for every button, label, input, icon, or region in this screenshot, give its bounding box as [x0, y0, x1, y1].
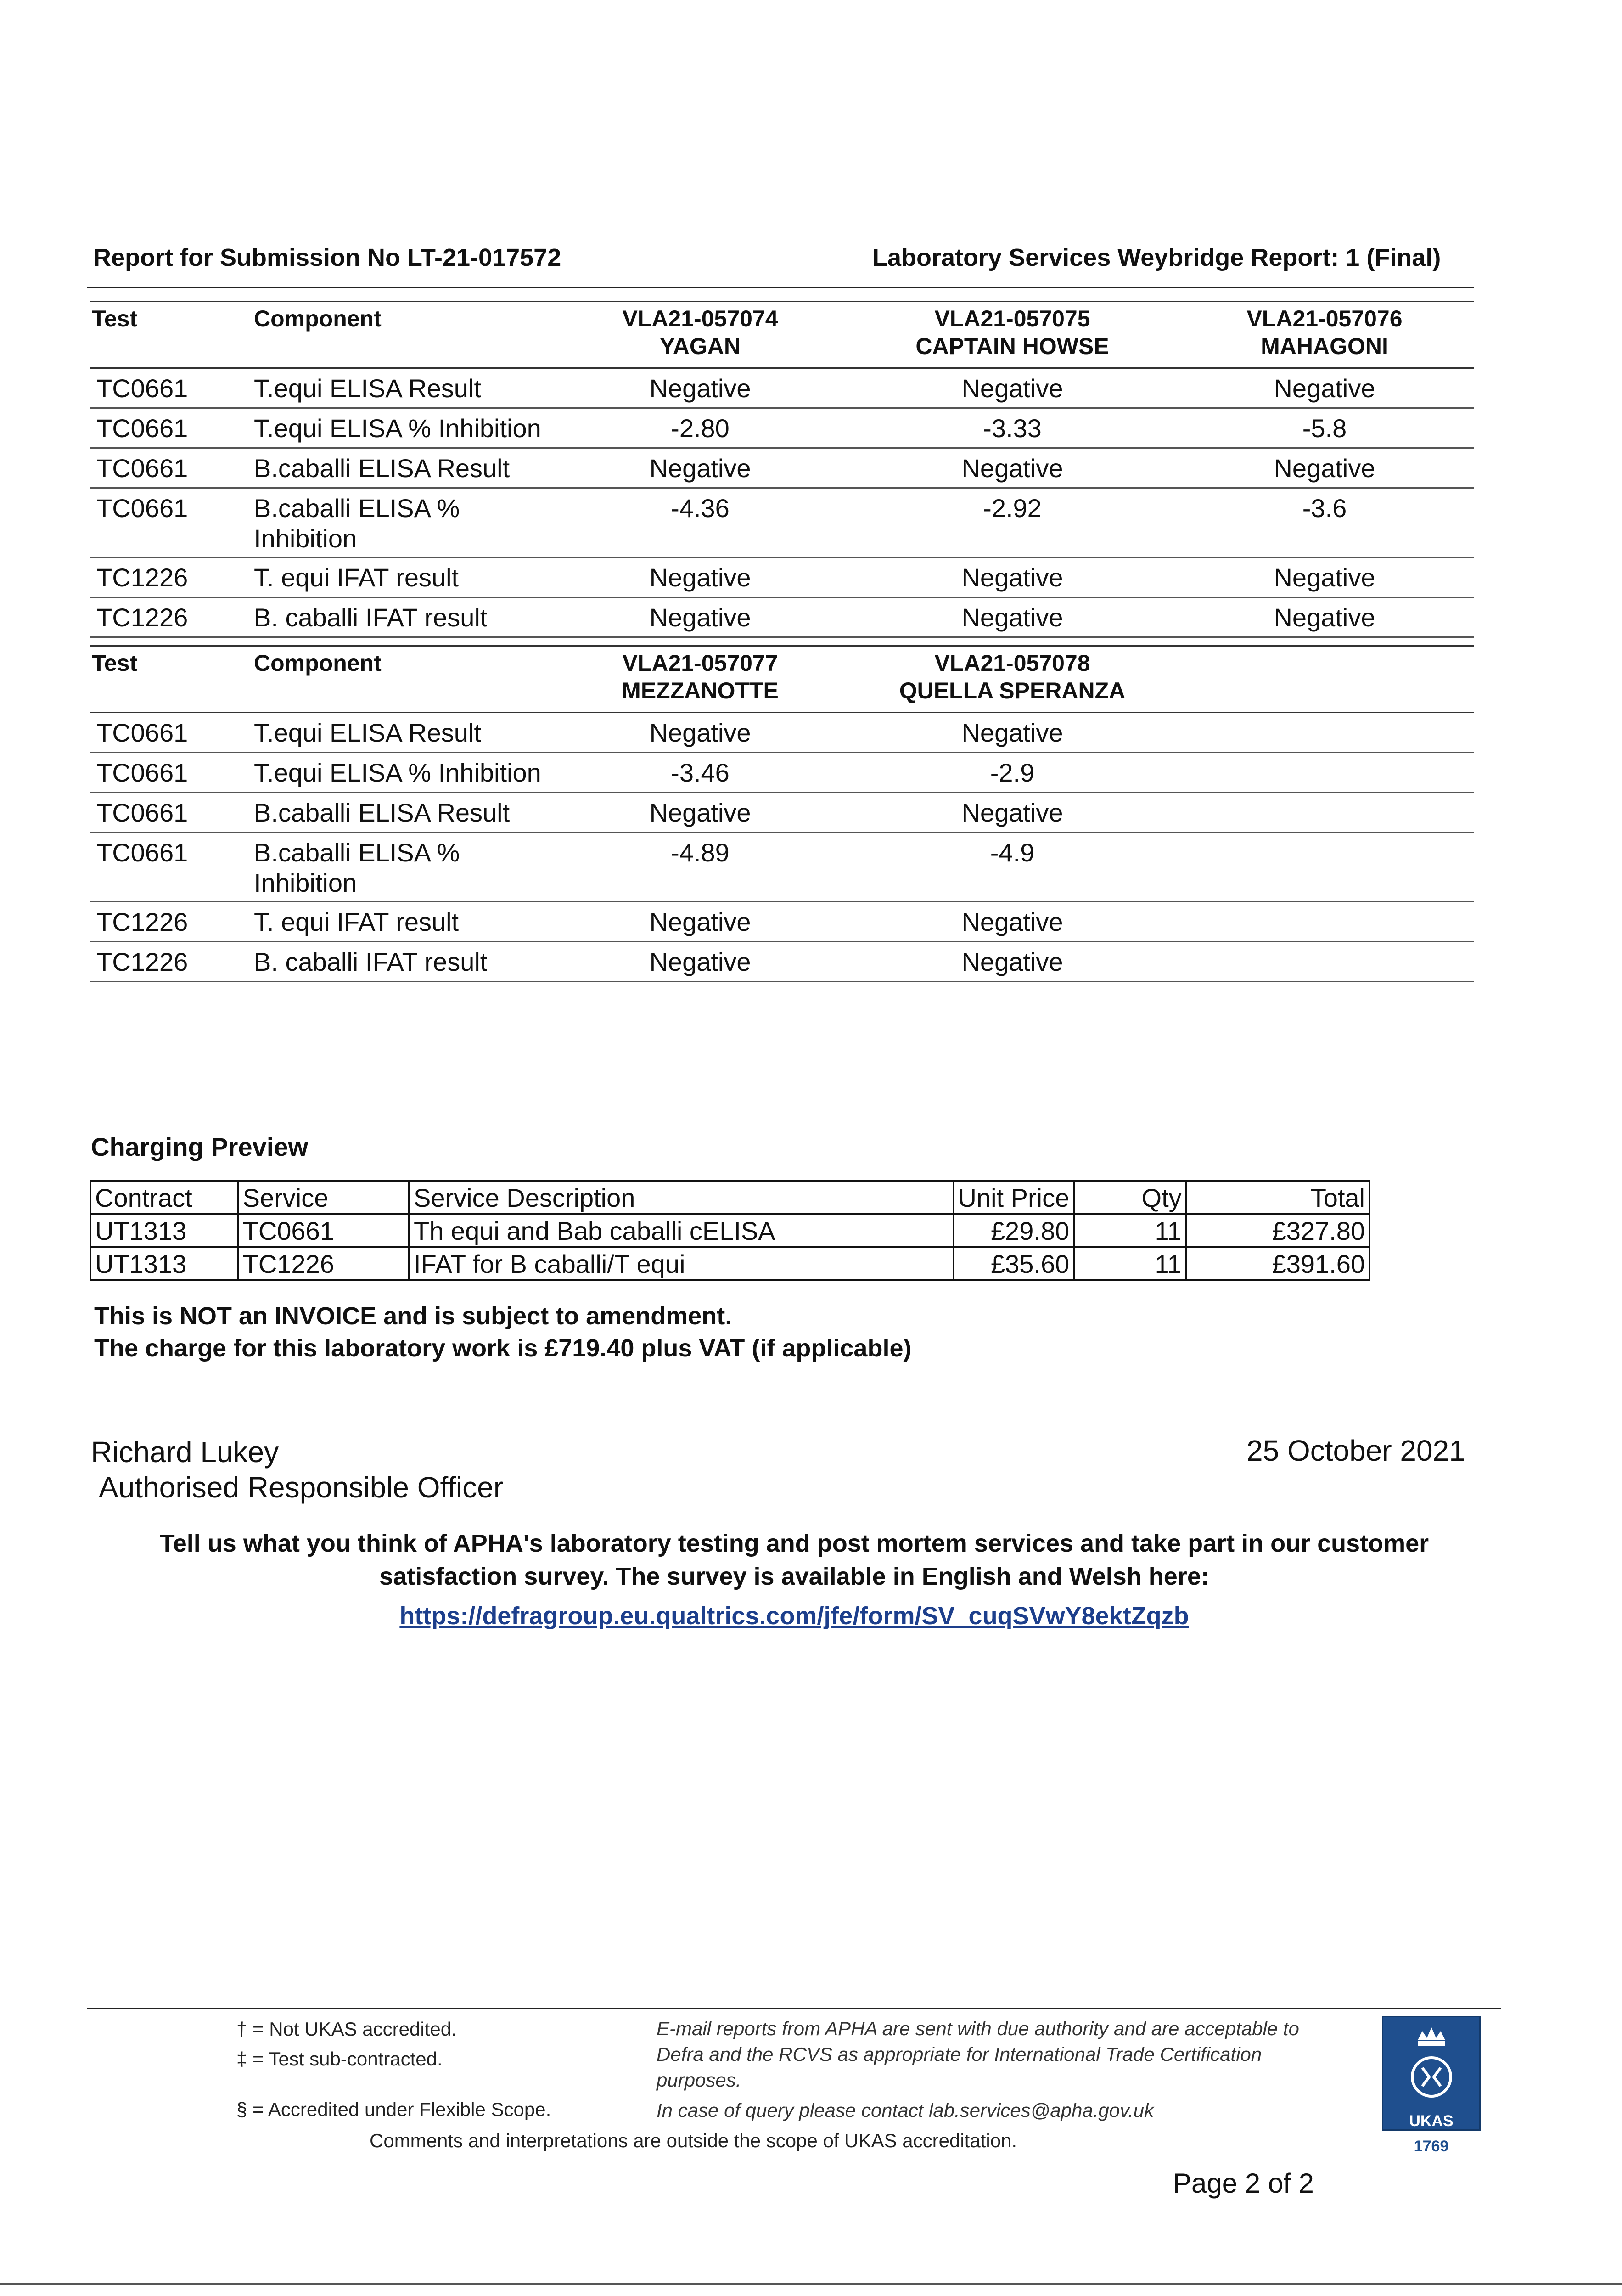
result-value: -2.92: [983, 494, 1042, 523]
result-value: -5.8: [1302, 414, 1347, 443]
sample-header: [585, 649, 815, 704]
component: B.caballi ELISA % Inhibition: [254, 838, 460, 897]
result-value: Negative: [649, 454, 751, 483]
sample-id: VLA21-057074: [622, 306, 778, 332]
submission-title: Report for Submission No LT-21-017572: [93, 244, 561, 271]
survey-text: [106, 1527, 1483, 1593]
survey-line-2: satisfaction survey. The survey is available in English and Welsh here:: [379, 1563, 1209, 1590]
unit-price: £29.80: [954, 1214, 1074, 1247]
contract: UT1313: [90, 1247, 238, 1280]
component: T.equi ELISA Result: [254, 718, 481, 747]
test-code: TC0661: [96, 798, 188, 827]
query-contact-note: In case of query please contact lab.services@apha.gov.uk: [657, 2099, 1154, 2121]
result-value: Negative: [961, 947, 1063, 976]
sample-id: VLA21-057076: [1246, 306, 1403, 332]
result-value: -2.9: [990, 758, 1035, 787]
table-row: [90, 833, 1474, 902]
charge-total-note: The charge for this laboratory work is £719.40 plus VAT (if applicable): [94, 1334, 912, 1362]
col-test-header: Test: [92, 306, 138, 332]
service-header: Service: [238, 1181, 409, 1214]
service: TC0661: [238, 1214, 409, 1247]
table-row: [90, 409, 1474, 449]
survey-link[interactable]: https://defragroup.eu.qualtrics.com/jfe/form/SV_cuqSVwY8ektZqzb: [399, 1602, 1189, 1630]
total-header: Total: [1186, 1181, 1369, 1214]
results-table-1: [90, 301, 1474, 638]
result-value: Negative: [961, 374, 1063, 403]
table-row: [90, 598, 1474, 638]
header-divider: [87, 287, 1474, 288]
result-value: Negative: [649, 947, 751, 976]
service-description: IFAT for B caballi/T equi: [409, 1247, 953, 1280]
component: B.caballi ELISA Result: [254, 798, 510, 827]
result-value: Negative: [1274, 603, 1375, 632]
sample-id: VLA21-057077: [622, 650, 778, 676]
not-invoice-note: This is NOT an INVOICE and is subject to amendment.: [94, 1302, 732, 1330]
contract: UT1313: [90, 1214, 238, 1247]
result-value: Negative: [649, 718, 751, 747]
ukas-scope-note: Comments and interpretations are outside the scope of UKAS accreditation.: [370, 2130, 1017, 2151]
component: T. equi IFAT result: [254, 907, 459, 936]
crown-icon: [1383, 2017, 1479, 2109]
sample-name: YAGAN: [660, 333, 741, 359]
result-value: Negative: [961, 907, 1063, 936]
result-value: -2.80: [671, 414, 730, 443]
col-component-header: Component: [254, 306, 382, 332]
charging-title: Charging Preview: [91, 1132, 309, 1161]
result-value: Negative: [961, 798, 1063, 827]
qty: 11: [1074, 1247, 1186, 1280]
description-header: Service Description: [409, 1181, 953, 1214]
sub-contracted-note: ‡ = Test sub-contracted.: [236, 2048, 443, 2070]
survey-line-1: Tell us what you think of APHA's laboratory testing and post mortem services and take part in our customer: [159, 1530, 1429, 1557]
col-test-header: Test: [92, 650, 138, 676]
result-value: Negative: [649, 603, 751, 632]
component: T.equi ELISA % Inhibition: [254, 758, 541, 787]
result-value: -3.6: [1302, 494, 1347, 523]
result-value: -4.89: [671, 838, 730, 867]
sample-name: MEZZANOTTE: [622, 678, 779, 703]
lab-report-title: Laboratory Services Weybridge Report: 1 (Final): [872, 244, 1441, 271]
table-row: [90, 942, 1474, 982]
result-value: Negative: [649, 374, 751, 403]
result-value: -3.33: [983, 414, 1042, 443]
col-component-header: Component: [254, 650, 382, 676]
table-row: [90, 1214, 1369, 1247]
test-code: TC1226: [96, 563, 188, 592]
test-code: TC0661: [96, 494, 188, 523]
result-value: Negative: [1274, 454, 1375, 483]
result-value: -4.9: [990, 838, 1035, 867]
result-value: Negative: [649, 907, 751, 936]
sample-header: [1210, 305, 1439, 360]
test-code: TC0661: [96, 838, 188, 867]
qty: 11: [1074, 1214, 1186, 1247]
sample-header: [898, 649, 1127, 704]
result-value: Negative: [961, 603, 1063, 632]
charging-header-row: [90, 1181, 1369, 1214]
ukas-label: UKAS: [1409, 2112, 1454, 2130]
component: B.caballi ELISA Result: [254, 454, 510, 483]
test-code: TC0661: [96, 758, 188, 787]
test-code: TC0661: [96, 718, 188, 747]
component: T.equi ELISA Result: [254, 374, 481, 403]
sample-id: VLA21-057078: [934, 650, 1090, 676]
table-row: [90, 713, 1474, 753]
qty-header: Qty: [1074, 1181, 1186, 1214]
table-row: [90, 449, 1474, 489]
test-code: TC0661: [96, 374, 188, 403]
contract-header: Contract: [90, 1181, 238, 1214]
sample-name: MAHAGONI: [1261, 333, 1388, 359]
component: B. caballi IFAT result: [254, 603, 488, 632]
result-value: Negative: [961, 718, 1063, 747]
component: T. equi IFAT result: [254, 563, 459, 592]
email-authority-note: E-mail reports from APHA are sent with due authority and are acceptable to Defra and the RCVS as appropriate for International Trade Certification purposes.: [657, 2018, 1299, 2091]
total: £391.60: [1186, 1247, 1369, 1280]
test-code: TC1226: [96, 947, 188, 976]
table-row: [90, 902, 1474, 942]
results-table-2: [90, 645, 1474, 982]
flexible-scope-note: § = Accredited under Flexible Scope.: [236, 2099, 551, 2120]
sample-name: CAPTAIN HOWSE: [915, 333, 1109, 359]
bottom-edge-line: [0, 2283, 1622, 2285]
result-value: -3.46: [671, 758, 730, 787]
table-row: [90, 558, 1474, 598]
component: T.equi ELISA % Inhibition: [254, 414, 541, 443]
report-date: 25 October 2021: [1246, 1434, 1465, 1467]
result-value: Negative: [649, 798, 751, 827]
not-ukas-note: † = Not UKAS accredited.: [236, 2018, 457, 2040]
officer-role: Authorised Responsible Officer: [99, 1471, 504, 1504]
result-value: -4.36: [671, 494, 730, 523]
charging-table: [90, 1180, 1370, 1281]
ukas-number: 1769: [1414, 2138, 1449, 2155]
table-header-row: [90, 301, 1474, 369]
footer-divider: [87, 2008, 1501, 2009]
sample-header: [898, 305, 1127, 360]
sample-name: QUELLA SPERANZA: [899, 678, 1126, 703]
sample-id: VLA21-057075: [934, 306, 1090, 332]
table-row: [90, 489, 1474, 558]
test-code: TC1226: [96, 907, 188, 936]
test-code: TC1226: [96, 603, 188, 632]
unit-price-header: Unit Price: [954, 1181, 1074, 1214]
table-row: [90, 1247, 1369, 1280]
table-row: [90, 753, 1474, 793]
result-value: Negative: [961, 454, 1063, 483]
service-description: Th equi and Bab caballi cELISA: [409, 1214, 953, 1247]
component: B.caballi ELISA % Inhibition: [254, 494, 460, 553]
unit-price: £35.60: [954, 1247, 1074, 1280]
total: £327.80: [1186, 1214, 1369, 1247]
table-row: [90, 793, 1474, 833]
test-code: TC0661: [96, 454, 188, 483]
result-value: Negative: [649, 563, 751, 592]
table-row: [90, 369, 1474, 409]
page-number: Page 2 of 2: [1173, 2168, 1314, 2199]
test-code: TC0661: [96, 414, 188, 443]
service: TC1226: [238, 1247, 409, 1280]
officer-name: Richard Lukey: [91, 1435, 279, 1469]
table-header-row: [90, 645, 1474, 713]
result-value: Negative: [1274, 374, 1375, 403]
result-value: Negative: [1274, 563, 1375, 592]
sample-header: [585, 305, 815, 360]
component: B. caballi IFAT result: [254, 947, 488, 976]
result-value: Negative: [961, 563, 1063, 592]
